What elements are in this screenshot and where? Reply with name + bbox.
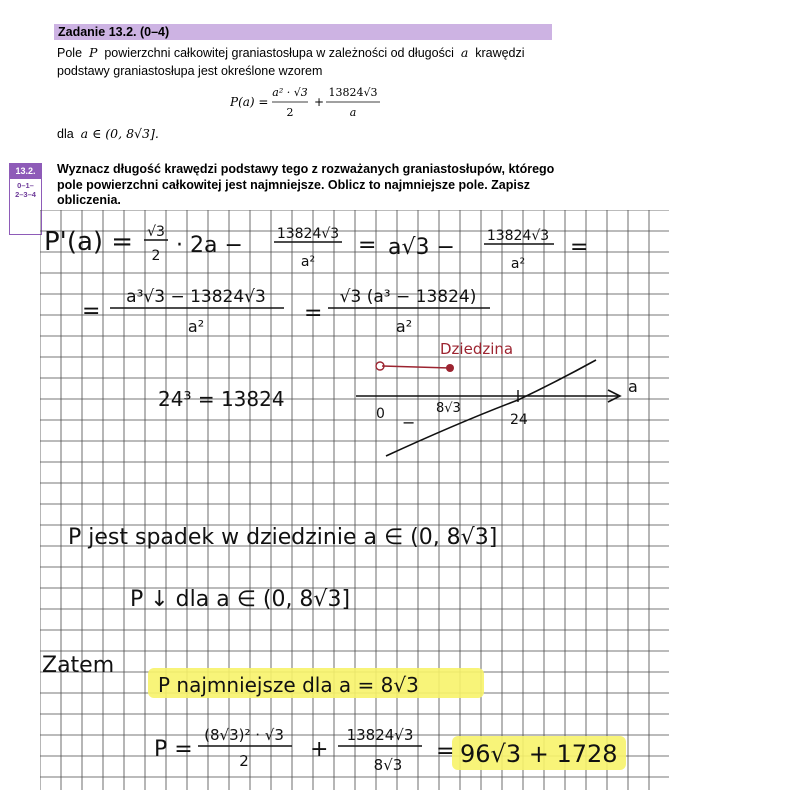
intro-segment: powierzchni całkowitej graniastosłupa w zależności od długości [104,46,454,60]
hw-najmniejsze: P najmniejsze dla a = 8√3 [158,673,419,697]
hw-eq2: = [570,235,589,260]
variable-a: a [460,45,469,60]
hw-final-lhs: P = [154,737,193,762]
hw-axis-8r3: 8√3 [436,401,461,416]
hw-l2-frac2-den: a² [395,317,413,336]
domain-segment [382,366,450,368]
hw-final-f1-num: (8√3)² · √3 [204,726,284,744]
hw-minus: − [402,413,416,432]
sign-curve [386,360,596,456]
formula-lhs: P(a) = [230,95,269,109]
domain-closed-point [446,364,454,372]
hw-dziedzina: Dziedzina [440,340,514,358]
hw-eq1: = [358,233,377,258]
hw-final-f1-den: 2 [239,752,249,770]
formula-num1: a² · √3 [272,86,308,99]
hw-frac2-den: a² [300,254,316,270]
hw-cube: 24³ = 13824 [158,387,285,411]
intro-text [57,44,557,80]
hw-final-f2-den: 8√3 [373,756,403,774]
task-number: 13.2. [10,164,41,179]
formula-plus: + [314,95,325,109]
task-title: Zadanie 13.2. (0–4) [58,25,170,39]
handwritten-solution [42,224,638,774]
hw-final-f2-num: 13824√3 [346,726,414,744]
domain-expression: a ∈ (0, 8√3]. [80,126,159,141]
score-scale: 0–1– 2–3–4 [15,181,36,199]
hw-final-eq: = [436,739,455,764]
domain-prefix: dla [57,127,74,141]
hw-decreasing-1: P jest spadek w dziedzinie a ∈ (0, 8√3] [68,525,498,550]
intro-segment: podstawy graniastosłupa jest określone wzorem [57,64,323,78]
hw-a-sqrt3: a√3 − [388,235,455,260]
hw-final-result: 96√3 + 1728 [460,740,618,768]
domain-line [57,126,159,141]
hw-l2-frac1-num: a³√3 − 13824√3 [126,287,266,307]
hw-zatem: Zatem [42,653,115,678]
hw-l2-frac1-den: a² [187,317,205,336]
task-header [54,24,552,40]
hw-frac3-den: a² [510,256,526,272]
hw-axis-zero: 0 [376,406,385,422]
question-text: Wyznacz długość krawędzi podstawy tego z rozważanych graniastosłupów, którego pole powierzchni całkowitej jest najmniejsze. Oblicz to najmniejsze pole. Zapisz obliczenia. [57,162,555,207]
hw-axis-24: 24 [510,412,528,428]
formula-num2: 13824√3 [328,86,378,99]
hw-l2-eq: = [82,299,101,324]
intro-word: Pole [57,46,83,60]
hw-frac1-num: √3 [147,224,165,240]
answer-grid [40,210,669,790]
variable-p: P [88,45,98,60]
hw-frac2-num: 13824√3 [276,226,340,242]
intro-segment: krawędzi [475,46,525,60]
hw-frac1-den: 2 [151,248,161,264]
hw-frac3-num: 13824√3 [486,228,550,244]
hw-axis-a: a [628,377,638,396]
hw-l2-frac2-num: √3 (a³ − 13824) [339,287,477,307]
formula [230,84,400,122]
hw-final-plus: + [310,737,329,762]
score-badge [9,163,42,235]
formula-den1: 2 [286,106,294,119]
hw-decreasing-2: P ↓ dla a ∈ (0, 8√3] [130,587,351,612]
formula-den2: a [349,106,357,119]
hw-mid: · 2a − [176,233,243,258]
hw-p-prime: P'(a) = [44,227,134,257]
hw-l2-eq2: = [304,301,323,326]
